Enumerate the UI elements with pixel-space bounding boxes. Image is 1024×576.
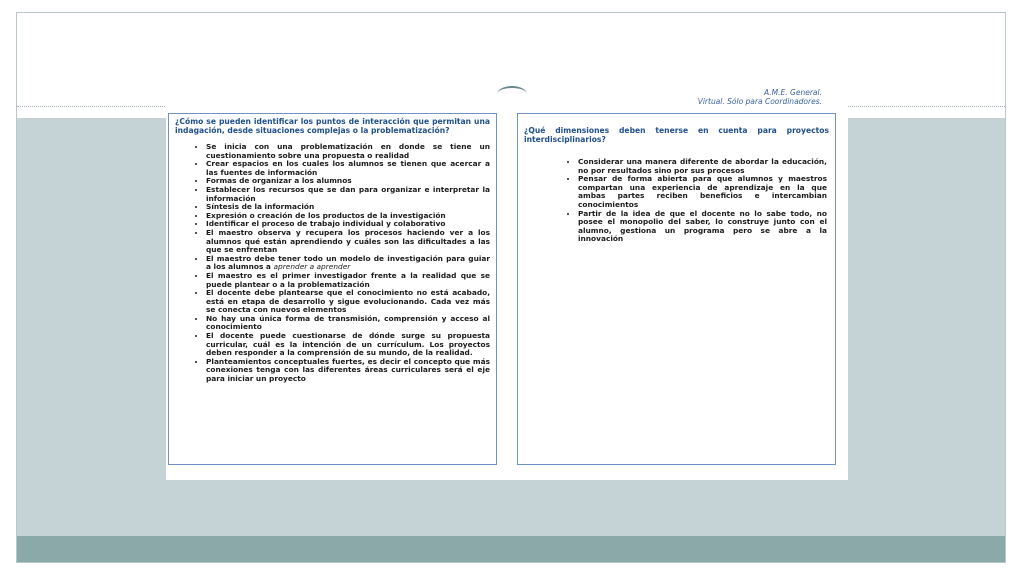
list-item: [206, 255, 490, 272]
right-panel-list: [530, 158, 827, 244]
list-item: • Síntesis de la información: [206, 203, 490, 212]
list-item: • Establecer los recursos que se dan para organizar e interpretar la información: [206, 186, 490, 203]
list-item: • Partir de la idea de que el docente no lo sabe todo, no posee el monopolio del saber, lo construye junto con el alumno, gestiona un programa pero se abre a la innovación: [578, 210, 827, 244]
document-header-note: [698, 88, 822, 106]
list-item: • Crear espacios en los cuales los alumnos se tienen que acercar a las fuentes de información: [206, 160, 490, 177]
decorative-arc-icon: [497, 86, 527, 102]
list-item: • Pensar de forma abierta para que alumnos y maestros compartan una experiencia de aprendizaje en la que ambas partes reciben beneficios e intercambian conocimientos: [578, 175, 827, 209]
list-item: • Expresión o creación de los productos de la investigación: [206, 212, 490, 221]
list-item-text: El maestro debe tener todo un modelo de investigación para guiar a los alumnos a: [206, 253, 490, 272]
list-item: • Se inicia con una problematización en donde se tiene un cuestionamiento sobre una propuesta o realidad: [206, 143, 490, 160]
header-line-2: Virtual. Sólo para Coordinadores.: [697, 97, 822, 106]
document-image: [166, 86, 848, 480]
list-item: • El maestro es el primer investigador frente a la realidad que se puede plantear o a la problematización: [206, 272, 490, 289]
right-panel-title: ¿Qué dimensiones deben tenerse en cuenta para proyectos interdisciplinarios?: [524, 126, 829, 144]
header-line-1: A.M.E. General.: [764, 88, 822, 97]
footer-bar: [17, 536, 1005, 562]
left-panel-list: [181, 143, 490, 384]
list-item: • Considerar una manera diferente de abordar la educación, no por resultados sino por sus procesos: [578, 158, 827, 175]
left-question-panel: [168, 113, 497, 465]
list-item: • El maestro observa y recupera los procesos haciendo ver a los alumnos qué están aprendiendo y cuáles son las dificultades a las que se enfrentan: [206, 229, 490, 255]
list-item: • Identificar el proceso de trabajo individual y colaborativo: [206, 220, 490, 229]
list-item: • Formas de organizar a los alumnos: [206, 177, 490, 186]
list-item: • No hay una única forma de transmisión, comprensión y acceso al conocimiento: [206, 315, 490, 332]
left-panel-title: ¿Cómo se pueden identificar los puntos de interacción que permitan una indagación, desde situaciones complejas o la problematización?: [175, 117, 490, 135]
list-item: • Planteamientos conceptuales fuertes, es decir el concepto que más conexiones tenga con las diferentes áreas curriculares será el eje para iniciar un proyecto: [206, 358, 490, 384]
list-item: • El docente puede cuestionarse de dónde surge su propuesta curricular, cuál es la intención de un currículum. Los proyectos deben responder a la comprensión de su mundo, de la realidad.: [206, 332, 490, 358]
list-item: • El docente debe plantearse que el conocimiento no está acabado, está en etapa de desarrollo y sigue evolucionando. Cada vez más se conecta con nuevos elementos: [206, 289, 490, 315]
right-question-panel: [517, 113, 836, 465]
list-item-italic-text: aprender a aprender: [273, 262, 351, 272]
